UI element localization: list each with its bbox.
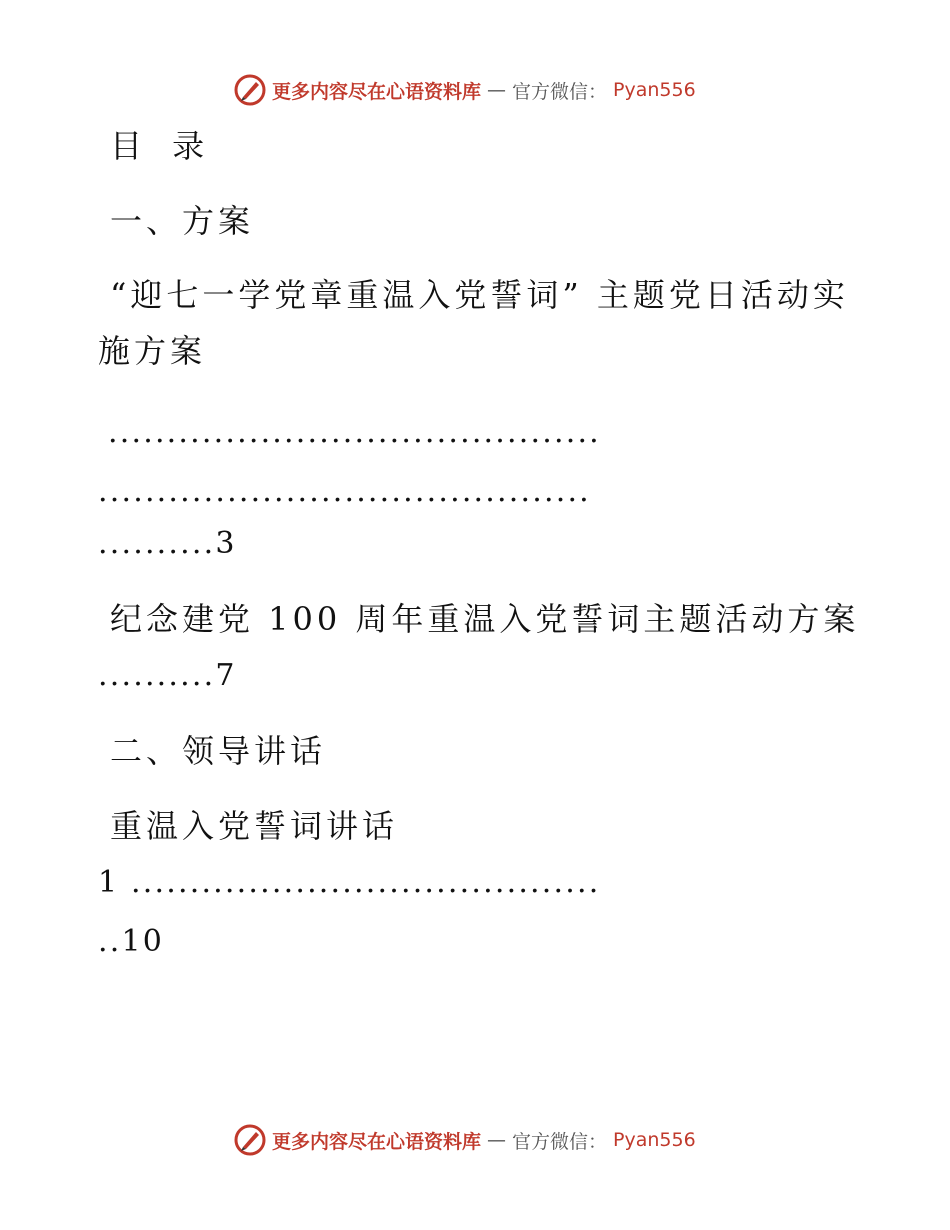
watermark-label: 官方微信： [512, 1130, 608, 1153]
toc-entry-1-page: ..........3 [98, 526, 237, 561]
quill-logo-icon [234, 1124, 266, 1156]
header-watermark [234, 73, 696, 107]
watermark-site-name: 更多内容尽在心语资料库 [272, 80, 482, 103]
toc-entry-3-line-1: 重温入党誓词讲话 [110, 807, 399, 845]
watermark-label: 官方微信： [512, 80, 608, 103]
watermark-dash: — [487, 79, 507, 101]
watermark-brand: Pyan556 [613, 79, 696, 101]
section-heading-plans: 一、方案 [110, 202, 255, 240]
toc-entry-1-line-1: “迎七一学党章重温入党誓词” 主题党日活动实 [110, 276, 849, 314]
toc-entry-2-line-1: 纪念建党 100 周年重温入党誓词主题活动方案 [110, 600, 860, 638]
quill-logo-icon [234, 74, 266, 106]
toc-entry-2-page: ..........7 [98, 658, 237, 693]
toc-entry-3-page: ..10 [98, 924, 165, 959]
watermark-brand: Pyan556 [613, 1129, 696, 1151]
toc-entry-1-line-2: 施方案 [98, 332, 207, 370]
toc-leader-dots: .......................................... [108, 415, 601, 450]
toc-leader-dots: .......................................... [98, 474, 591, 509]
footer-watermark [234, 1123, 696, 1157]
toc-entry-3-leader: 1 ........................................ [98, 865, 601, 900]
toc-title: 目 录 [110, 127, 215, 165]
section-heading-speeches: 二、领导讲话 [110, 732, 327, 770]
watermark-dash: — [487, 1129, 507, 1151]
watermark-site-name: 更多内容尽在心语资料库 [272, 1130, 482, 1153]
